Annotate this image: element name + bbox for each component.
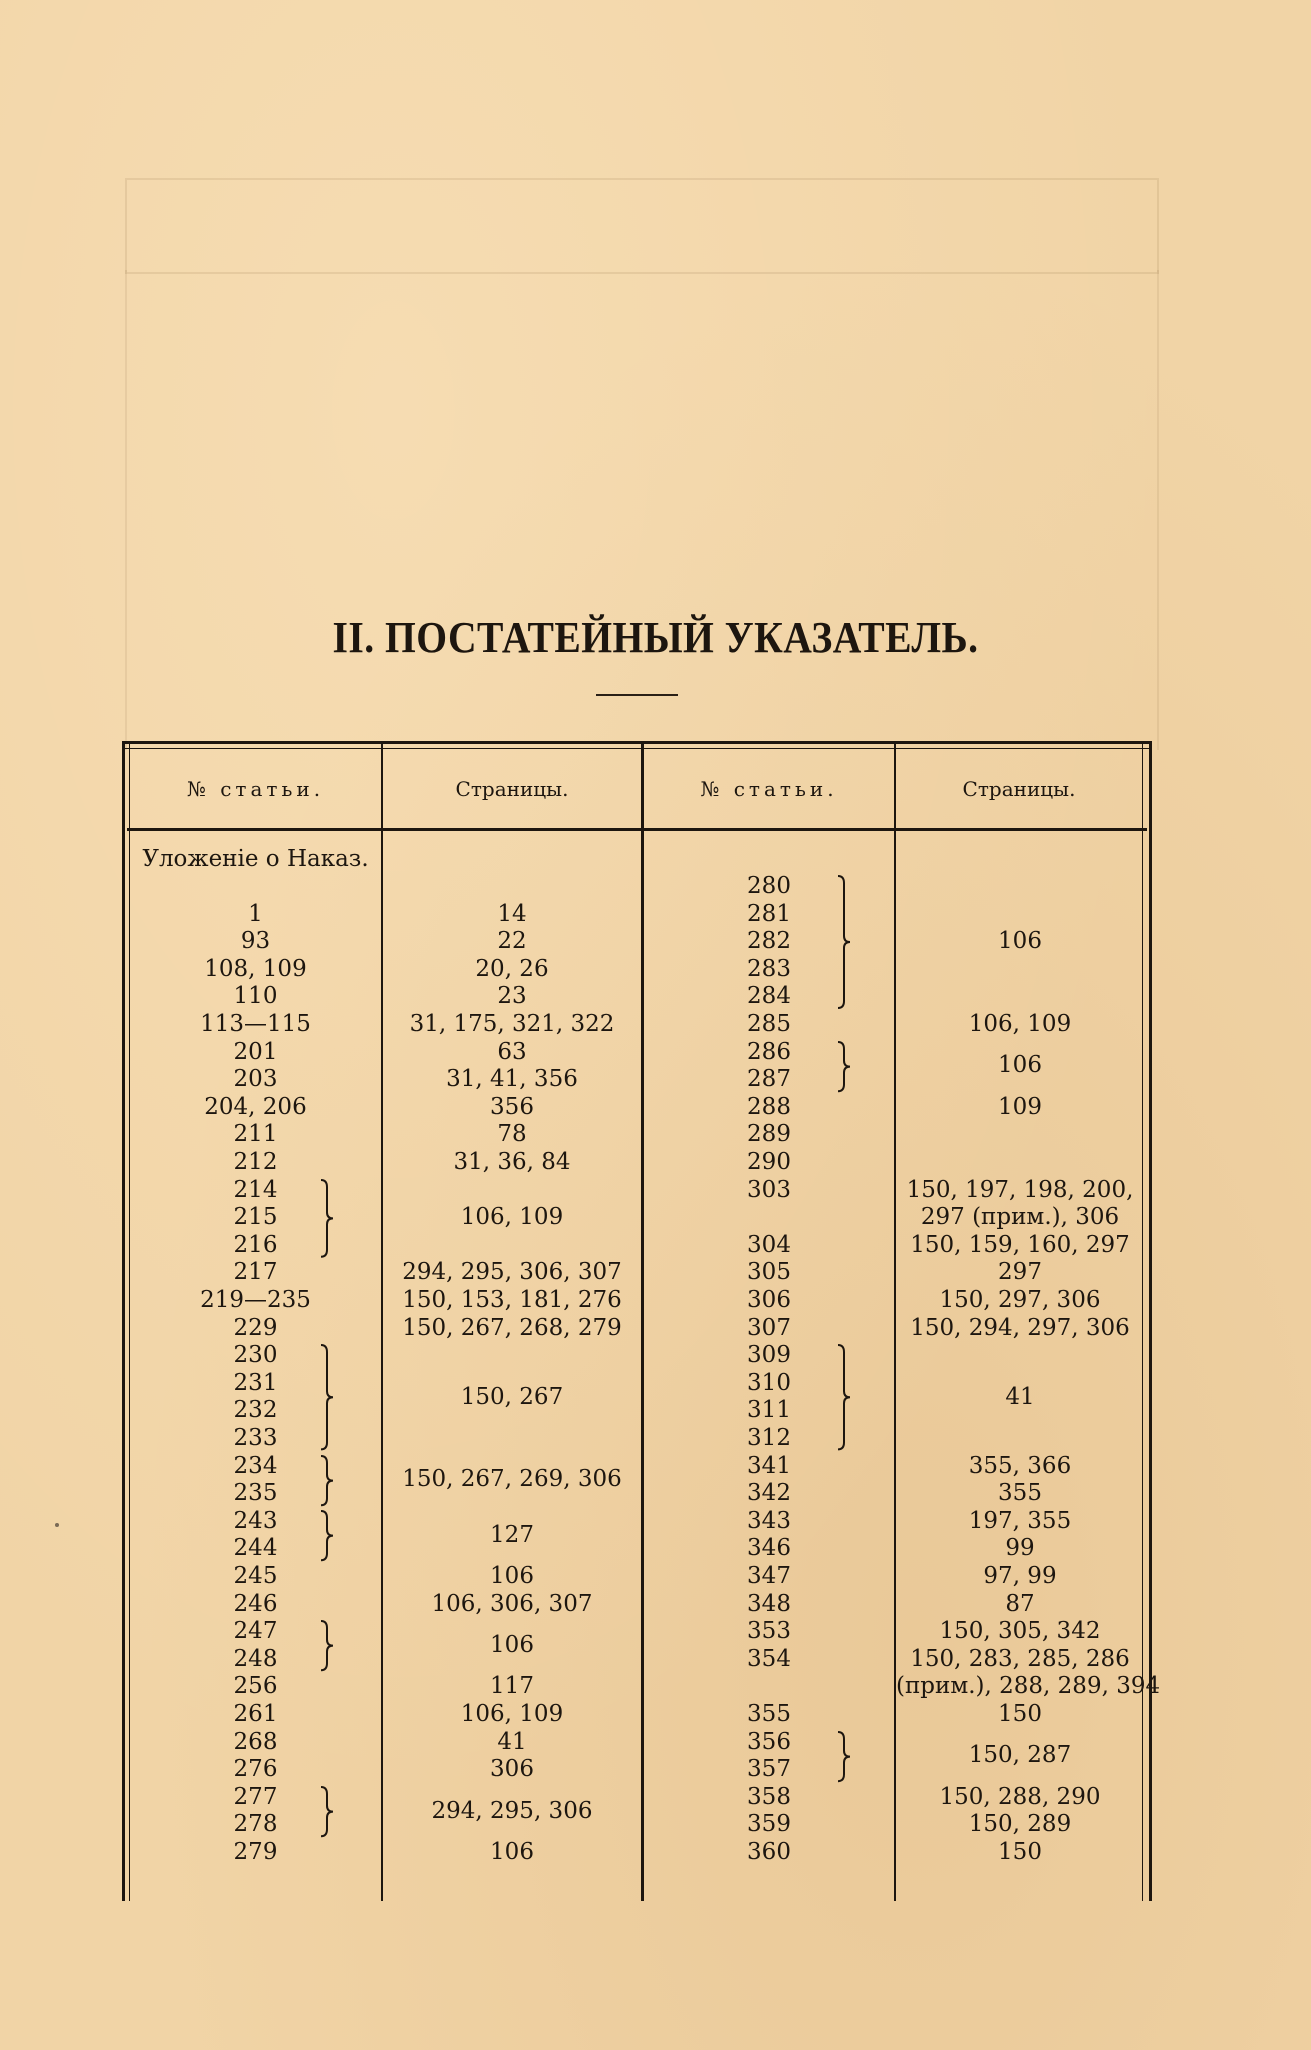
page-refs-right: 87 bbox=[1005, 1590, 1035, 1617]
article-number-left: 232 bbox=[233, 1397, 278, 1424]
article-number-right: 306 bbox=[747, 1287, 791, 1313]
article-number-left: 108, 109 bbox=[204, 955, 307, 982]
article-number-left: 248 bbox=[233, 1645, 278, 1672]
article-number-left: 203 bbox=[233, 1066, 278, 1093]
grouping-brace bbox=[834, 1039, 854, 1094]
article-number-left: 277 bbox=[233, 1783, 278, 1810]
article-number-left: 93 bbox=[240, 928, 271, 955]
article-number-left: 243 bbox=[233, 1507, 278, 1534]
article-number-left: 201 bbox=[233, 1038, 278, 1065]
page-refs-left: 150, 267 bbox=[460, 1383, 564, 1410]
article-number-left: 215 bbox=[233, 1204, 278, 1231]
article-number-right: 360 bbox=[747, 1839, 791, 1865]
table-header-rule bbox=[127, 828, 1147, 831]
paper-speck bbox=[55, 1523, 59, 1527]
article-number-left: 229 bbox=[233, 1314, 278, 1341]
page-refs-left: 14 bbox=[497, 900, 527, 927]
article-number-right: 355 bbox=[747, 1701, 791, 1727]
page-refs-right: 150, 287 bbox=[968, 1742, 1072, 1769]
header-pages-right: Страницы. bbox=[962, 776, 1076, 801]
page-refs-left: 106 bbox=[490, 1563, 534, 1589]
page-refs-left: 41 bbox=[497, 1728, 527, 1755]
grouping-brace bbox=[317, 1177, 337, 1260]
article-number-right: 290 bbox=[747, 1149, 791, 1175]
article-number-right: 356 bbox=[747, 1728, 791, 1755]
page-refs-left: 306 bbox=[490, 1756, 534, 1783]
article-number-right: 286 bbox=[747, 1038, 791, 1065]
article-number-left: 233 bbox=[233, 1425, 278, 1451]
grouping-brace bbox=[834, 1342, 854, 1452]
article-number-right: 358 bbox=[747, 1783, 791, 1810]
article-number-right: 312 bbox=[747, 1425, 791, 1451]
page-refs-left: 78 bbox=[497, 1121, 527, 1148]
page-refs-right: 106 bbox=[998, 1052, 1042, 1079]
page-refs-right: 150, 159, 160, 297 bbox=[910, 1231, 1130, 1258]
article-number-right: 353 bbox=[747, 1618, 791, 1645]
page-refs-right: 355, 366 bbox=[968, 1452, 1072, 1479]
article-number-left: 211 bbox=[233, 1121, 278, 1148]
page-refs-left: 127 bbox=[490, 1521, 534, 1548]
article-number-left: 216 bbox=[233, 1231, 278, 1258]
article-number-right: 280 bbox=[747, 873, 791, 899]
article-number-right: 341 bbox=[747, 1452, 791, 1479]
article-number-right: 283 bbox=[747, 955, 791, 982]
article-number-left: 1 bbox=[248, 900, 263, 927]
page-refs-right: 355 bbox=[998, 1480, 1042, 1507]
article-number-left: 244 bbox=[233, 1535, 278, 1562]
article-number-left: 230 bbox=[233, 1342, 278, 1369]
page-refs-left: 63 bbox=[497, 1038, 527, 1065]
page-refs-right: 97, 99 bbox=[983, 1563, 1057, 1589]
article-number-right: 285 bbox=[747, 1011, 791, 1037]
page-title: II. ПОСТАТЕЙНЫЙ УКАЗАТЕЛЬ. bbox=[332, 613, 979, 662]
page-refs-right: 150 bbox=[998, 1701, 1042, 1727]
page-refs-right: 106 bbox=[998, 928, 1042, 955]
article-number-right: 311 bbox=[747, 1397, 791, 1424]
table-right-border bbox=[1149, 741, 1152, 1901]
article-number-right: 357 bbox=[747, 1756, 791, 1783]
grouping-brace bbox=[834, 1729, 854, 1784]
page-refs-left: 150, 267, 268, 279 bbox=[402, 1314, 622, 1341]
article-number-right: 281 bbox=[747, 900, 791, 927]
page-refs-left: 31, 36, 84 bbox=[453, 1149, 571, 1175]
title-underline bbox=[596, 694, 678, 696]
article-number-right: 342 bbox=[747, 1480, 791, 1507]
article-number-left: 246 bbox=[233, 1590, 278, 1617]
page-refs-left: 117 bbox=[490, 1673, 534, 1700]
page-refs-right: 106, 109 bbox=[968, 1011, 1072, 1037]
grouping-brace bbox=[834, 873, 854, 1011]
article-number-left: 256 bbox=[233, 1673, 278, 1700]
page-refs-left: 31, 175, 321, 322 bbox=[409, 1011, 615, 1037]
page-refs-left: 22 bbox=[497, 928, 527, 955]
article-number-left: 110 bbox=[233, 983, 278, 1010]
article-number-right: 289 bbox=[747, 1121, 791, 1148]
article-number-right: 304 bbox=[747, 1231, 791, 1258]
article-number-right: 359 bbox=[747, 1811, 791, 1838]
article-number-left: 247 bbox=[233, 1618, 278, 1645]
article-number-left: 278 bbox=[233, 1811, 278, 1838]
article-number-right: 282 bbox=[747, 928, 791, 955]
page-refs-left: 106, 306, 307 bbox=[431, 1590, 593, 1617]
grouping-brace bbox=[317, 1618, 337, 1673]
page-refs-left: 356 bbox=[490, 1093, 534, 1120]
article-number-right: 303 bbox=[747, 1176, 791, 1203]
grouping-brace bbox=[317, 1508, 337, 1563]
page-refs-left: 150, 267, 269, 306 bbox=[402, 1466, 622, 1493]
table-top-border bbox=[122, 741, 1152, 744]
header-article-right: № статьи. bbox=[700, 776, 838, 801]
article-number-left: 219—235 bbox=[200, 1287, 311, 1313]
page-refs-right: 150 bbox=[998, 1839, 1042, 1865]
article-number-left: 214 bbox=[233, 1176, 278, 1203]
bleed-through-body bbox=[125, 270, 1159, 750]
article-number-right: 347 bbox=[747, 1563, 791, 1589]
page-refs-left: 294, 295, 306 bbox=[431, 1797, 593, 1824]
article-number-right: 348 bbox=[747, 1590, 791, 1617]
page-refs-left: 294, 295, 306, 307 bbox=[402, 1259, 622, 1286]
page-refs-left: 23 bbox=[497, 983, 527, 1010]
grouping-brace bbox=[317, 1784, 337, 1839]
article-number-left: 279 bbox=[233, 1839, 278, 1865]
article-number-right: 288 bbox=[747, 1093, 791, 1120]
page-refs-right: 150, 294, 297, 306 bbox=[910, 1314, 1130, 1341]
page-refs-right: 150, 288, 290 bbox=[939, 1783, 1101, 1810]
article-index-table bbox=[122, 741, 1161, 1901]
page-refs-left: 106, 109 bbox=[460, 1701, 564, 1727]
article-number-right: 287 bbox=[747, 1066, 791, 1093]
page-refs-right: 150, 283, 285, 286 bbox=[910, 1645, 1130, 1672]
article-number-left: 234 bbox=[233, 1452, 278, 1479]
section-label: Уложеніе о Наказ. bbox=[142, 846, 369, 872]
article-number-left: 231 bbox=[233, 1369, 278, 1396]
page-refs-right: (прим.), 288, 289, 394 bbox=[896, 1673, 1161, 1700]
article-number-right: 310 bbox=[747, 1369, 791, 1396]
header-pages-left: Страницы. bbox=[455, 776, 569, 801]
article-number-left: 268 bbox=[233, 1728, 278, 1755]
article-number-left: 261 bbox=[233, 1701, 278, 1727]
page-refs-right: 150, 289 bbox=[968, 1811, 1072, 1838]
article-number-left: 217 bbox=[233, 1259, 278, 1286]
article-number-left: 204, 206 bbox=[204, 1093, 307, 1120]
article-number-right: 343 bbox=[747, 1507, 791, 1534]
page-refs-left: 31, 41, 356 bbox=[446, 1066, 578, 1093]
page-refs-right: 150, 305, 342 bbox=[939, 1618, 1101, 1645]
header-article-left: № статьи. bbox=[186, 776, 325, 801]
article-number-left: 276 bbox=[233, 1756, 278, 1783]
article-number-left: 113—115 bbox=[200, 1011, 311, 1037]
grouping-brace bbox=[317, 1342, 337, 1452]
article-number-right: 284 bbox=[747, 983, 791, 1010]
article-number-left: 245 bbox=[233, 1563, 278, 1589]
article-number-left: 235 bbox=[233, 1480, 278, 1507]
page-refs-left: 106, 109 bbox=[460, 1204, 564, 1231]
page-refs-right: 150, 197, 198, 200, bbox=[906, 1176, 1134, 1203]
article-number-left: 212 bbox=[233, 1149, 278, 1175]
page-refs-right: 297 (прим.), 306 bbox=[920, 1204, 1120, 1231]
article-number-right: 354 bbox=[747, 1645, 791, 1672]
article-number-right: 309 bbox=[747, 1342, 791, 1369]
page-refs-right: 99 bbox=[1005, 1535, 1035, 1562]
article-number-right: 307 bbox=[747, 1314, 791, 1341]
grouping-brace bbox=[317, 1453, 337, 1508]
bleed-through-header bbox=[125, 178, 1159, 274]
article-number-right: 346 bbox=[747, 1535, 791, 1562]
article-number-right: 305 bbox=[747, 1259, 791, 1286]
page-refs-right: 150, 297, 306 bbox=[939, 1287, 1101, 1313]
page-refs-right: 109 bbox=[998, 1093, 1042, 1120]
page-refs-left: 106 bbox=[490, 1632, 534, 1658]
page-refs-left: 20, 26 bbox=[475, 955, 549, 982]
page-refs-right: 41 bbox=[1005, 1383, 1035, 1410]
page-refs-left: 106 bbox=[490, 1839, 534, 1865]
page-refs-left: 150, 153, 181, 276 bbox=[402, 1287, 622, 1313]
table-left-border bbox=[122, 741, 125, 1901]
page-refs-right: 197, 355 bbox=[968, 1507, 1072, 1534]
page-refs-right: 297 bbox=[998, 1259, 1042, 1286]
